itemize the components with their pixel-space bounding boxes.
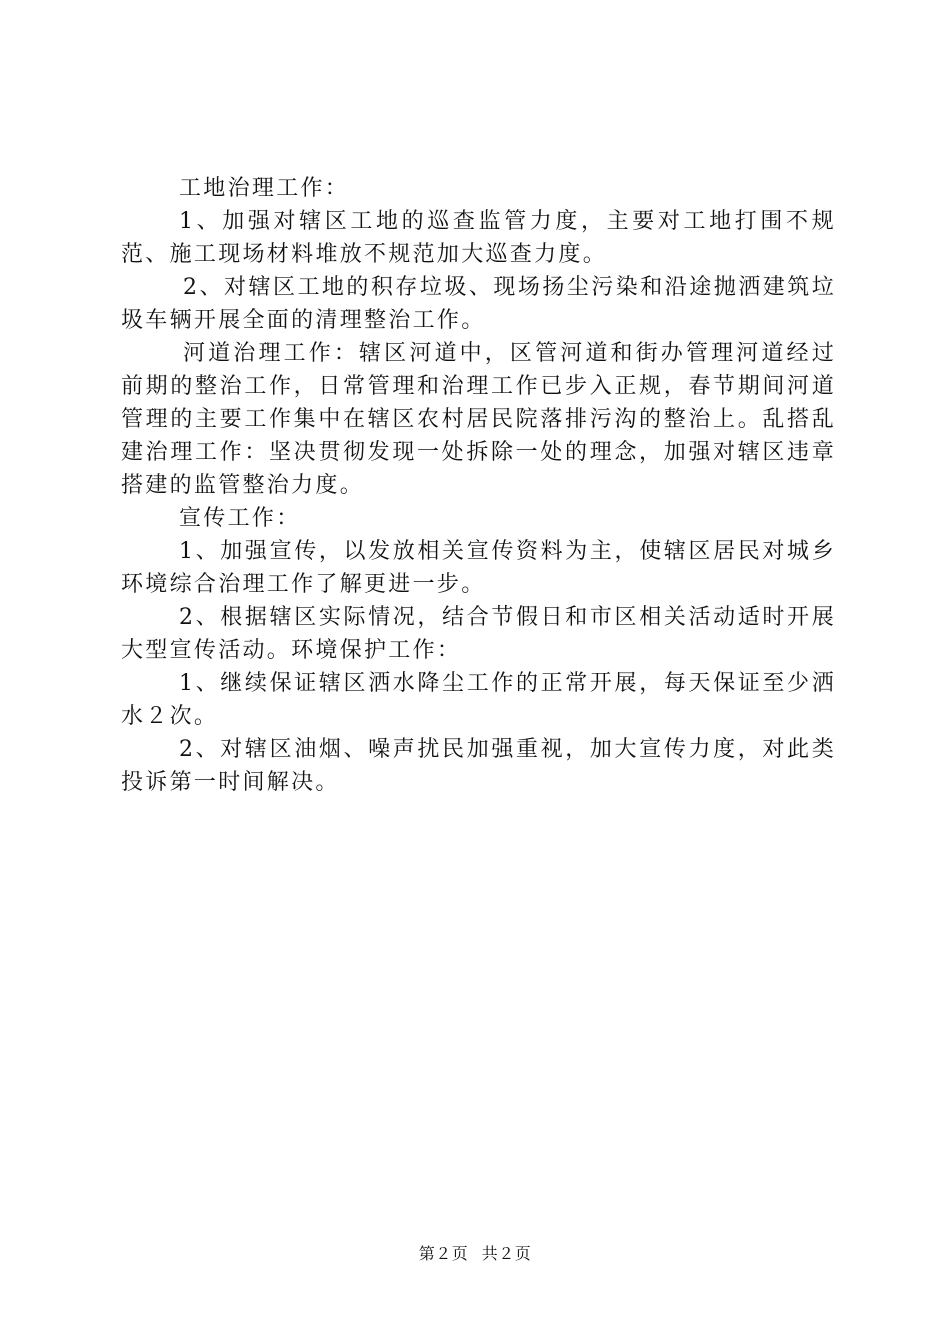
paragraph-environment-item-1: 1、继续保证辖区洒水降尘工作的正常开展，每天保证至少洒水２次。 — [121, 671, 836, 729]
document-body — [121, 172, 836, 799]
section-heading-publicity: 宣传工作： — [179, 506, 301, 531]
page-total: 共２页 — [481, 1244, 532, 1263]
paragraph-publicity-item-2: 2、根据辖区实际情况，结合节假日和市区相关活动适时开展大型宣传活动。环境保护工作： — [121, 605, 836, 663]
paragraph-construction-item-2: 2、对辖区工地的积存垃圾、现场扬尘污染和沿途抛洒建筑垃圾车辆开展全面的清理整治工作。 — [121, 275, 836, 333]
paragraph-environment-item-2: 2、对辖区油烟、噪声扰民加强重视，加大宣传力度，对此类投诉第一时间解决。 — [121, 737, 836, 795]
section-heading-construction: 工地治理工作： — [179, 176, 350, 201]
paragraph-river-governance: 河道治理工作：辖区河道中，区管河道和街办管理河道经过前期的整治工作，日常管理和治理工作已步入正规，春节期间河道管理的主要工作集中在辖区农村居民院落排污沟的整治上。乱搭乱建治理工作：坚决贯彻发现一处拆除一处的理念，加强对辖区违章搭建的监管整治力度。 — [121, 341, 836, 498]
paragraph-construction-item-1: 1、加强对辖区工地的巡查监管力度，主要对工地打围不规范、施工现场材料堆放不规范加大巡查力度。 — [121, 209, 836, 267]
page-footer — [0, 1243, 950, 1265]
page-number: 第２页 — [418, 1244, 469, 1263]
paragraph-publicity-item-1: 1、加强宣传，以发放相关宣传资料为主，使辖区居民对城乡环境综合治理工作了解更进一步。 — [121, 539, 836, 597]
